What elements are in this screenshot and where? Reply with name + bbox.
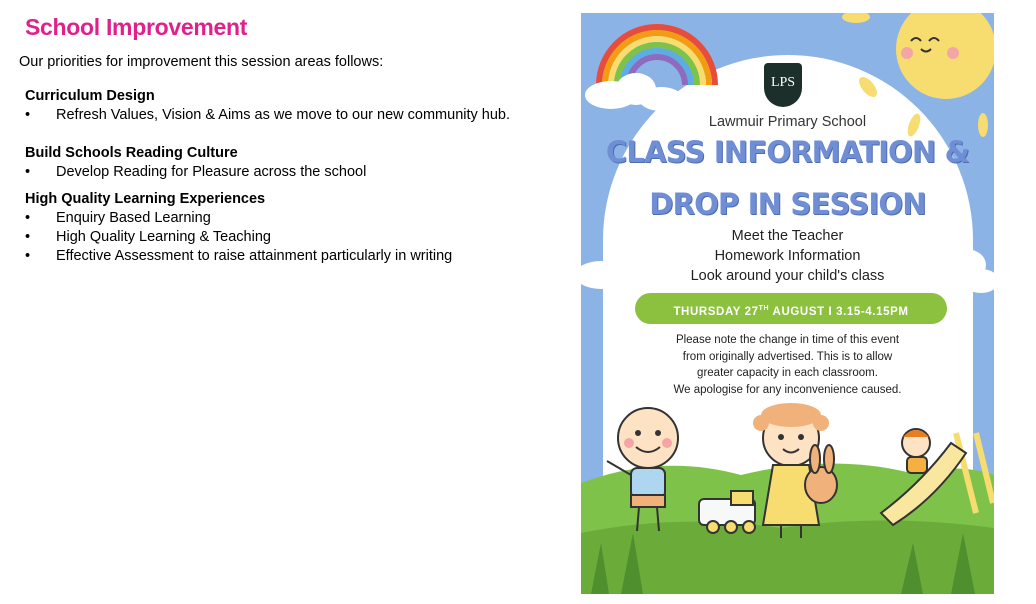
list-item: • Enquiry Based Learning — [25, 210, 211, 226]
section-title: Curriculum Design — [25, 88, 155, 104]
bullet-list — [25, 163, 366, 182]
session-details — [581, 226, 994, 286]
section-title: High Quality Learning Experiences — [25, 191, 266, 207]
session-detail-line: Look around your child's class — [690, 268, 885, 284]
bullet-icon: • — [25, 210, 31, 226]
intro-text: Our priorities for improvement this session areas follows: — [19, 54, 384, 70]
section-learning-experiences — [25, 190, 452, 266]
note-line: from originally advertised. This is to allow — [682, 350, 893, 363]
list-item: • Effective Assessment to raise attainment particularly in writing — [25, 248, 453, 264]
bullet-icon: • — [25, 229, 31, 245]
note-line: We apologise for any inconvenience caused. — [673, 383, 902, 396]
page-heading: School Improvement — [25, 14, 248, 40]
school-crest-logo: LPS — [764, 63, 802, 107]
list-item: • High Quality Learning & Teaching — [25, 229, 271, 245]
bullet-list — [25, 209, 452, 266]
section-curriculum-design — [25, 87, 510, 125]
event-date-banner: THURSDAY 27TH AUGUST I 3.15-4.15PM — [635, 293, 947, 324]
time-change-note — [581, 332, 994, 398]
bullet-list — [25, 106, 510, 125]
poster-headline-line-2: DROP IN SESSION — [649, 187, 926, 221]
list-item: • Refresh Values, Vision & Aims as we move to our new community hub. — [25, 107, 511, 123]
section-title: Build Schools Reading Culture — [25, 145, 238, 161]
note-line: greater capacity in each classroom. — [697, 367, 878, 379]
session-detail-line: Homework Information — [714, 248, 861, 264]
note-line: Please note the change in time of this event — [675, 334, 900, 346]
school-name: Lawmuir Primary School — [708, 114, 867, 130]
rainbow-icon — [599, 27, 715, 85]
bullet-icon: • — [25, 107, 31, 123]
list-item: • Develop Reading for Pleasure across the school — [25, 164, 367, 180]
bullet-icon: • — [25, 248, 31, 264]
bullet-icon: • — [25, 164, 31, 180]
session-detail-line: Meet the Teacher — [731, 228, 844, 244]
event-poster — [581, 13, 994, 594]
poster-headline-line-1: CLASS INFORMATION & — [605, 135, 970, 169]
section-reading-culture — [25, 144, 366, 182]
bunny-toy-icon — [805, 445, 837, 503]
